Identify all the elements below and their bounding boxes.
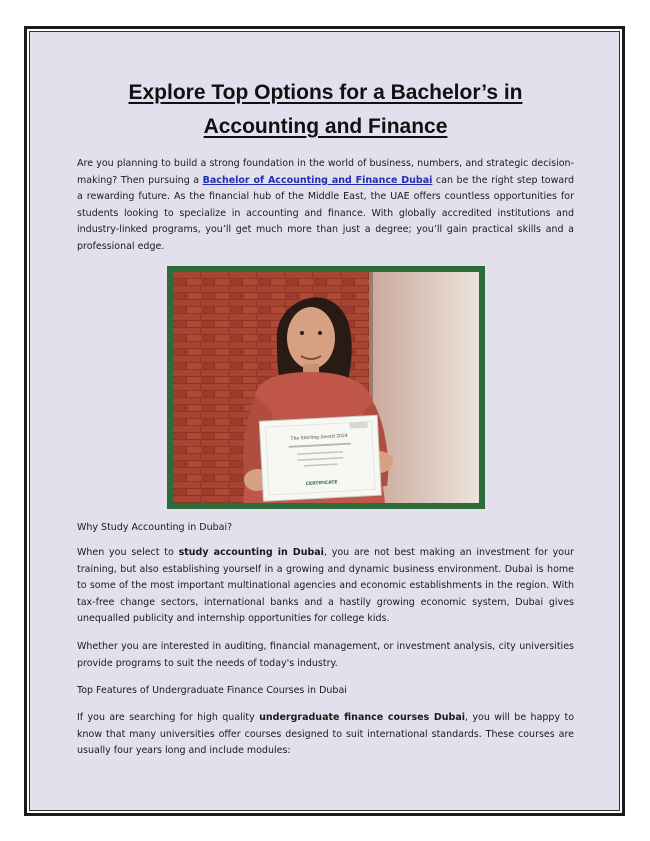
why-dubai-text-3: Whether you are interested in auditing, financial management, or investment analysis, city universities provide programs to suit the needs of today's industry. [77,641,574,669]
section-finance-courses-paragraph [77,710,574,760]
student-photo-illustration [173,272,479,503]
undergraduate-finance-keyword: undergraduate finance courses Dubai [259,712,465,723]
certificate-footer: CERTIFICATE [305,480,338,488]
certificate-title: The Sterling Award 2024 [290,433,348,442]
why-dubai-text-2: , you are not best making an investment for your training, but also establishing yourself in a growing and dynamic business environment. Dubai is home to some of the most important multinational agencies and economic establishments in the region. With tax-free change sectors, international banks and a hastily growing economic system, Dubai gives unequalled publicity and internship opportunities for college kids. [77,547,574,625]
section-why-dubai-paragraph-2 [77,639,574,672]
bachelor-accounting-finance-link[interactable]: Bachelor of Accounting and Finance Dubai [202,174,433,186]
certificate [259,415,381,501]
finance-courses-text-2: , you will be happy to know that many universities offer courses designed to suit international standards. These courses are usually four years long and include modules: [77,712,575,757]
section-heading-finance-courses: Top Features of Undergraduate Finance Courses in Dubai [77,685,347,696]
title-line-1: Explore Top Options for a Bachelor’s in [128,81,523,104]
finance-courses-text-1: If you are searching for high quality [77,712,260,723]
intro-text-2: can be the right step toward a rewarding future. As the financial hub of the Middle East, the UAE offers countless opportunities for students looking to specialize in accounting and finance. With globally accredited institutions and industry-linked programs, you’ll get much more than just a degree; you’ll gain practical skills and a professional edge. [77,174,574,252]
study-accounting-keyword: study accounting in Dubai [178,547,324,558]
page-title [77,76,574,144]
intro-text-1: Are you planning to build a strong foundation in the world of business, numbers, and strategic decision-making? Then pursuing a [77,158,574,186]
why-dubai-text-1: When you select to [77,547,179,558]
student-photo [167,266,485,509]
section-why-dubai-paragraph-1 [77,545,574,628]
title-line-2: Accounting and Finance [203,115,448,138]
section-heading-why-dubai: Why Study Accounting in Dubai? [77,522,233,533]
intro-paragraph [77,156,574,256]
document-body [77,76,574,256]
